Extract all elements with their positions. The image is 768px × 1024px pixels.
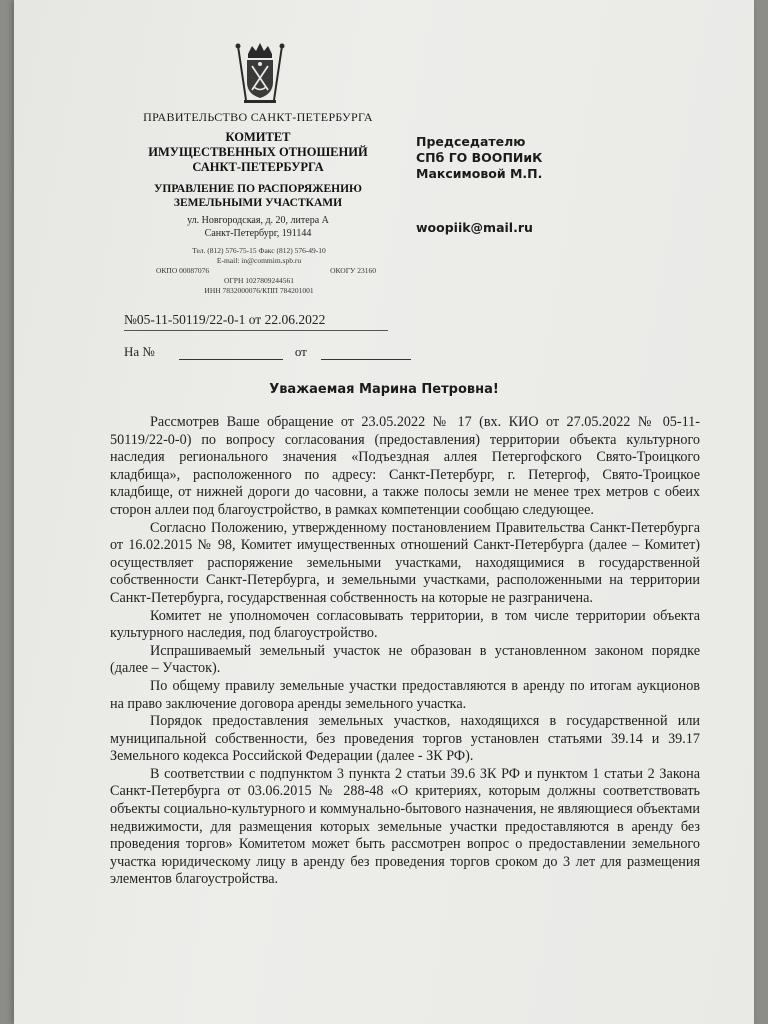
incoming-reference [124, 344, 411, 360]
recipient-position: Председателю [416, 134, 526, 149]
inn-code: ИНН 7832000076/КПП 784201001 [204, 286, 314, 295]
committee-name: КОМИТЕТ ИМУЩЕСТВЕННЫХ ОТНОШЕНИЙ САНКТ-ПЕТЕРБУРГА [148, 130, 368, 174]
incoming-number-label: На № [124, 344, 155, 359]
government-title: ПРАВИТЕЛЬСТВО САНКТ-ПЕТЕРБУРГА [143, 110, 373, 124]
phone-fax: Тел. (812) 576-75-15 Факс (812) 576-49-10 [192, 246, 326, 255]
paragraph: Согласно Положению, утвержденному постановлением Правительства Санкт-Петербурга от 16.02.2015 № 98, Комитет имущественных отношений Санкт-Петербурга (далее – Комитет) осуществляет распоряжение земельными участками, находящимися в государственной собственности Санкт-Петербурга, и земельными участками, расположенными на территории Санкт-Петербурга, государственная собственность на которые не разграничена. [110, 519, 700, 606]
divider [124, 330, 388, 331]
letter-body [110, 414, 700, 889]
coat-of-arms-emblem [232, 40, 288, 106]
incoming-date-blank [321, 345, 411, 360]
sender-contacts [114, 246, 404, 296]
recipient-organization: СПб ГО ВООПИиК [416, 150, 543, 165]
recipient-block [416, 134, 636, 182]
ogrn-code: ОГРН 1027809244561 [224, 276, 294, 285]
recipient-email: woopiik@mail.ru [416, 220, 533, 235]
paragraph: Рассмотрев Ваше обращение от 23.05.2022 № 17 (вх. КИО от 27.05.2022 № 05-11-50119/22-0-0) по вопросу согласования (предоставления) территории объекта культурного наследия регионального значения «Подъездная аллея Петергофского Свято-Троицкого кладбища», расположенного по адресу: Санкт-Петербург, г. Петергоф, Свято-Троицкое кладбище, от нижней дороги до часовни, а также полосы земли не менее трех метров с обеих сторон аллеи под благоустройство, в рамках компетенции сообщаю следующее. [110, 414, 700, 518]
paragraph: Комитет не уполномочен согласовывать территории, в том числе территории объекта культурного наследия, под благоустройство. [110, 607, 700, 642]
paragraph: Испрашиваемый земельный участок не образован в установленном законом порядке (далее – Участок). [110, 642, 700, 677]
greeting: Уважаемая Марина Петровна! [269, 382, 499, 397]
letter-page [14, 0, 754, 1024]
paragraph: По общему правилу земельные участки предоставляются в аренду по итогам аукционов на право заключение договора аренды земельного участка. [110, 677, 700, 712]
okpo-code: ОКПО 00087076 [156, 266, 210, 275]
paragraph: Порядок предоставления земельных участков, находящихся в государственной или муниципальной собственности, без проведения торгов установлен статьями 39.14 и 39.17 Земельного кодекса Российской Федерации (далее - ЗК РФ). [110, 713, 700, 765]
outgoing-number: №05-11-50119/22-0-1 от 22.06.2022 [124, 312, 326, 327]
okogu-code: ОКОГУ 23160 [330, 266, 376, 275]
department-name: УПРАВЛЕНИЕ ПО РАСПОРЯЖЕНИЮ ЗЕМЕЛЬНЫМИ УЧАСТКАМИ [153, 183, 363, 209]
incoming-number-blank [179, 345, 283, 360]
recipient-name: Максимовой М.П. [416, 166, 543, 181]
incoming-date-label: от [294, 344, 307, 359]
sender-email: E-mail: in@commim.spb.ru [216, 256, 302, 265]
paragraph: В соответствии с подпунктом 3 пункта 2 статьи 39.6 ЗК РФ и пунктом 1 статьи 2 Закона Санкт-Петербурга от 03.06.2015 № 288-48 «О критериях, которым должны соответствовать объекты социально-культурного и коммунально-бытового назначения, не являющиеся объектами недвижимости, для размещения которых земельные участки предоставляются в аренду без проведения торгов» Комитетом может быть рассмотрен вопрос о предоставлении земельного участка юридическому лицу в аренду без проведения торгов сроком до 3 лет для размещения элементов благоустройства. [110, 765, 700, 888]
sender-address: ул. Новгородская, д. 20, литера А Санкт-Петербург, 191144 [187, 215, 329, 239]
